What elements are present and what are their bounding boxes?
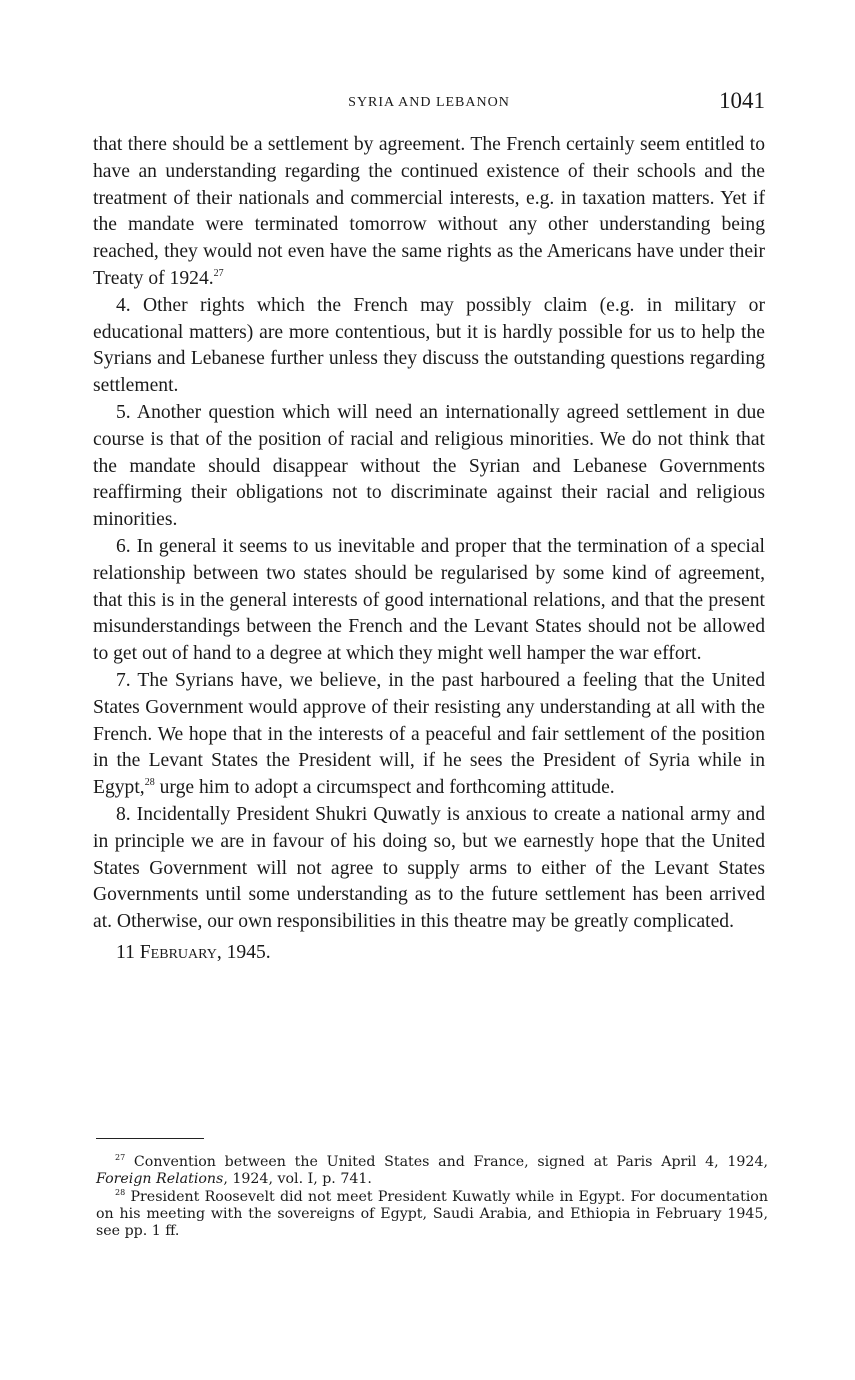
footnote-text: Convention between the United States and France, signed at Paris April 4, 1924, bbox=[133, 1154, 768, 1170]
paragraph-text: 5. Another question which will need an internationally agreed settlement in due course is that of the position of racial and religious minorities. We do not think that the mandate should disappear without the Syrian and Lebanese Governments reaffirming their obligations not to discriminate against their racial and religious minorities. bbox=[93, 401, 765, 531]
footnote-divider bbox=[96, 1138, 204, 1139]
footnotes bbox=[96, 1154, 768, 1240]
footnote-italic-title: Foreign Relations bbox=[96, 1171, 224, 1188]
paragraph-5 bbox=[93, 400, 765, 534]
paragraph-continuation bbox=[93, 132, 765, 293]
footnote-text: , 1924, vol. I, p. 741. bbox=[223, 1171, 372, 1188]
paragraph-text: urge him to adopt a circumspect and forthcoming attitude. bbox=[154, 777, 615, 799]
document-body bbox=[93, 132, 765, 967]
paragraph-text: 4. Other rights which the French may possibly claim (e.g. in military or educational matters) are more contentious, but it is hardly possible for us to help the Syrians and Lebanese further unless they discuss the outstanding questions regarding settlement. bbox=[93, 294, 765, 397]
paragraph-8 bbox=[93, 802, 765, 936]
paragraph-6 bbox=[93, 534, 765, 668]
footnote-ref-27[interactable]: 27 bbox=[213, 267, 224, 279]
paragraph-text: 8. Incidentally President Shukri Quwatly is anxious to create a national army and in principle we are in favour of his doing so, but we earnestly hope that the United States Government will not agree to supply arms to either of the Levant States Governments until some understanding as to the future settlement has been arrived at. Otherwise, our own responsibilities in this theatre may be greatly complicated. bbox=[93, 803, 765, 933]
date-year: , 1945. bbox=[216, 941, 271, 963]
footnote-marker: 28 bbox=[115, 1187, 126, 1197]
date-day: 11 bbox=[116, 941, 135, 963]
date-month: February bbox=[139, 941, 217, 963]
footnote-text: President Roosevelt did not meet President Kuwatly while in Egypt. For documentation on his meeting with the sovereigns of Egypt, Saudi Arabia, and Ethiopia in February 1945, see pp. 1 ff. bbox=[96, 1188, 768, 1240]
paragraph-text: 6. In general it seems to us inevitable and proper that the termination of a special relationship between two states should be regularised by some kind of agreement, that this is in the general interests of good international relations, and that the present misunderstandings between the French and the Levant States should not be allowed to get out of hand to a degree at which they might well hamper the war effort. bbox=[93, 535, 765, 665]
paragraph-text: that there should be a settlement by agreement. The French certainly seem entitled to have an understanding regarding the continued existence of their schools and the treatment of their nationals and commercial interests, e.g. in taxation matters. Yet if the mandate were terminated tomorrow without any other understanding being reached, they would not even have the same rights as the Americans have under their Treaty of 1924. bbox=[93, 134, 765, 289]
footnote-ref-28[interactable]: 28 bbox=[144, 777, 155, 789]
date-line bbox=[93, 940, 765, 967]
running-title: SYRIA AND LEBANON bbox=[348, 95, 510, 110]
paragraph-4 bbox=[93, 293, 765, 400]
footnote-marker: 27 bbox=[115, 1153, 126, 1162]
running-head bbox=[93, 88, 765, 118]
page-number: 1041 bbox=[719, 88, 765, 113]
footnote-28 bbox=[96, 1189, 768, 1241]
footnote-27 bbox=[96, 1154, 768, 1189]
paragraph-text: 7. The Syrians have, we believe, in the past harboured a feeling that the United States Government would approve of their resisting any understanding at all with the French. We hope that in the interests of a peaceful and fair settlement of the position in the Levant States the President will, if he sees the President of Syria while in Egypt, bbox=[93, 669, 765, 799]
paragraph-7 bbox=[93, 668, 765, 802]
